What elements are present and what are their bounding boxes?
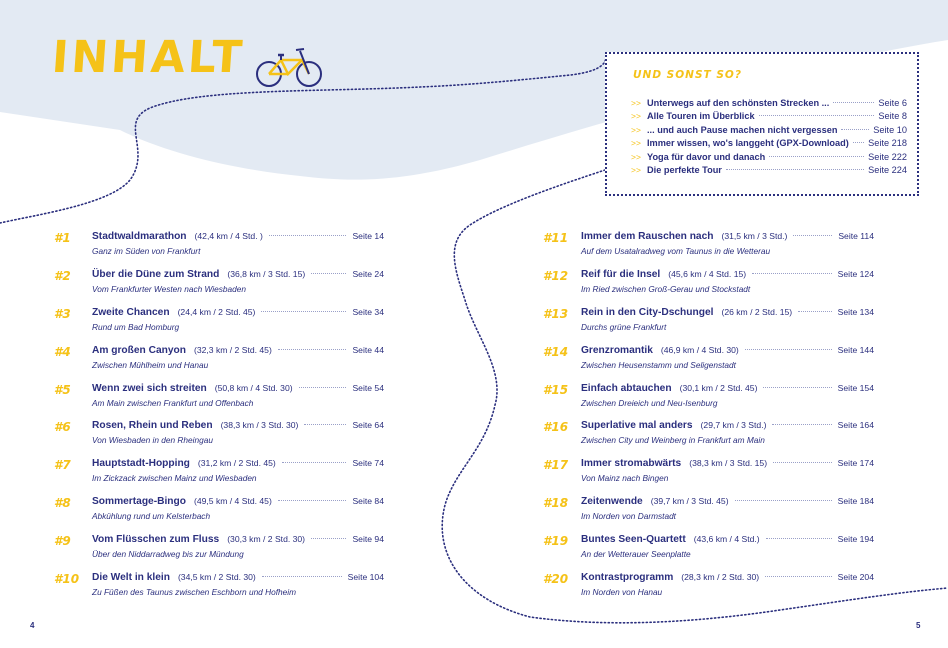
item-label: Die perfekte Tour <box>647 164 722 175</box>
tour-page: Seite 194 <box>837 534 874 545</box>
tour-subtitle: Auf dem Usatalradweg vom Taunus in die Wetterau <box>581 246 771 256</box>
tour-distance: (30,1 km / 2 Std. 45) <box>679 382 758 393</box>
tour-name: Reif für die Insel <box>581 268 661 280</box>
double-chevron-icon: >> <box>631 138 641 149</box>
tour-distance: (42,4 km / 4 Std. ) <box>194 231 263 241</box>
item-label: Alle Touren im Überblick <box>647 111 755 122</box>
tour-page: Seite 94 <box>352 534 384 545</box>
tour-subtitle: Am Main zwischen Frankfurt und Offenbach <box>92 397 254 408</box>
tour-distance: (26 km / 2 Std. 15) <box>721 306 793 317</box>
tour-name: Einfach abtauchen <box>581 382 672 394</box>
tour-entry[interactable] <box>54 572 384 610</box>
tour-number: #1 <box>54 231 71 245</box>
tour-entry[interactable] <box>543 458 874 496</box>
tour-page: Seite 104 <box>347 572 384 583</box>
tour-page: Seite 64 <box>352 420 384 431</box>
double-chevron-icon: >> <box>631 151 641 162</box>
tour-name: Am großen Canyon <box>92 344 186 356</box>
tour-page: Seite 164 <box>837 420 874 431</box>
tour-number: #16 <box>543 420 569 435</box>
tour-name: Rein in den City-Dschungel <box>581 306 714 318</box>
double-chevron-icon: >> <box>631 164 641 175</box>
tour-subtitle: Durchs grüne Frankfurt <box>581 321 667 332</box>
leader-dots <box>772 424 831 425</box>
list-item[interactable] <box>631 165 907 178</box>
tour-page: Seite 44 <box>352 344 384 355</box>
tour-name: Immer stromabwärts <box>581 458 682 470</box>
tour-subtitle: Zwischen Dreieich und Neu-Isenburg <box>581 397 718 408</box>
tour-subtitle: Von Wiesbaden in den Rheingau <box>92 435 213 446</box>
item-label: ... und auch Pause machen nicht vergessen <box>647 124 838 135</box>
tour-page: Seite 74 <box>352 458 384 469</box>
tour-subtitle: Im Norden von Darmstadt <box>581 511 676 522</box>
tour-name: Sommertage-Bingo <box>92 496 186 508</box>
page-number-right: 5 <box>916 621 921 630</box>
double-chevron-icon: >> <box>631 124 641 135</box>
leader-dots <box>793 235 832 236</box>
tour-subtitle: Zwischen Heusenstamm und Seligenstadt <box>581 359 736 370</box>
tour-page: Seite 144 <box>837 344 874 355</box>
tour-number: #9 <box>54 534 71 549</box>
tour-page: Seite 134 <box>837 306 874 317</box>
tour-name: Über die Düne zum Strand <box>92 268 220 280</box>
tour-entry[interactable] <box>543 269 874 307</box>
tour-distance: (46,9 km / 4 Std. 30) <box>660 344 739 355</box>
list-item[interactable] <box>631 98 907 111</box>
item-page: Seite 224 <box>868 164 907 175</box>
leader-dots <box>278 500 347 501</box>
tour-entry[interactable] <box>54 496 384 534</box>
tour-distance: (45,6 km / 4 Std. 15) <box>668 268 747 279</box>
tour-entry[interactable] <box>543 496 874 534</box>
tour-distance: (34,5 km / 2 Std. 30) <box>177 572 256 583</box>
tour-page: Seite 84 <box>352 496 384 507</box>
tour-distance: (31,5 km / 3 Std.) <box>721 231 788 241</box>
tour-number: #13 <box>543 306 569 321</box>
tour-distance: (28,3 km / 2 Std. 30) <box>681 572 760 583</box>
list-item[interactable] <box>631 125 907 138</box>
tour-number: #3 <box>54 306 71 321</box>
tour-number: #14 <box>543 344 569 359</box>
tour-number: #19 <box>543 534 569 549</box>
tour-subtitle: Zwischen Mühlheim und Hanau <box>92 359 209 370</box>
tour-subtitle: Abkühlung rund um Kelsterbach <box>92 511 211 522</box>
leader-dots <box>278 349 347 350</box>
tour-page: Seite 14 <box>352 231 384 241</box>
tour-number: #10 <box>54 572 80 587</box>
tour-page: Seite 114 <box>838 231 874 241</box>
tour-entry[interactable] <box>543 420 874 458</box>
tour-page: Seite 154 <box>837 382 874 393</box>
item-page: Seite 10 <box>873 124 907 135</box>
item-label: Immer wissen, wo's langgeht (GPX-Download) <box>647 138 849 149</box>
tour-subtitle: An der Wetterauer Seenplatte <box>581 549 691 560</box>
leader-dots <box>752 273 832 274</box>
tour-number: #18 <box>543 496 569 511</box>
list-item[interactable] <box>631 152 907 165</box>
tour-subtitle: Vom Frankfurter Westen nach Wiesbaden <box>92 283 246 294</box>
leader-dots <box>773 462 832 463</box>
tour-subtitle: Im Ried zwischen Groß-Gerau und Stockstadt <box>581 283 751 294</box>
leader-dots <box>304 424 346 425</box>
tour-entry[interactable] <box>54 345 384 383</box>
tour-entry[interactable] <box>54 307 384 345</box>
tour-number: #2 <box>54 268 71 283</box>
leader-dots <box>311 273 346 274</box>
tour-number: #6 <box>54 420 71 435</box>
page-title: INHALT <box>50 32 247 83</box>
tour-distance: (50,8 km / 4 Std. 30) <box>214 382 293 393</box>
leader-dots <box>269 235 347 236</box>
tour-entry[interactable] <box>54 383 384 421</box>
tour-subtitle: Über den Niddarradweg bis zur Mündung <box>92 549 244 560</box>
leader-dots <box>261 311 346 312</box>
tour-distance: (38,3 km / 3 Std. 30) <box>220 420 299 431</box>
tour-entry[interactable] <box>543 231 874 269</box>
leader-dots <box>745 349 832 350</box>
item-page: Seite 8 <box>878 111 907 122</box>
list-item[interactable] <box>631 138 907 151</box>
tour-entry[interactable] <box>54 458 384 496</box>
item-page: Seite 222 <box>868 151 907 162</box>
list-item[interactable] <box>631 111 907 124</box>
tour-name: Grenzromantik <box>581 344 653 356</box>
tour-page: Seite 34 <box>352 306 384 317</box>
tour-distance: (43,6 km / 4 Std.) <box>693 534 760 545</box>
tour-name: Die Welt in klein <box>92 572 170 584</box>
tour-entry[interactable] <box>54 231 384 269</box>
leader-dots <box>769 156 864 157</box>
tour-subtitle: Im Zickzack zwischen Mainz und Wiesbaden <box>92 473 257 484</box>
tour-name: Immer dem Rauschen nach <box>581 231 714 242</box>
page-number-left: 4 <box>30 621 35 630</box>
tour-entry[interactable] <box>54 420 384 458</box>
tour-name: Buntes Seen-Quartett <box>581 534 686 546</box>
tour-name: Kontrastprogramm <box>581 572 674 584</box>
tour-page: Seite 124 <box>837 268 874 279</box>
tour-distance: (32,3 km / 2 Std. 45) <box>193 344 272 355</box>
tour-subtitle: Zwischen City und Weinberg in Frankfurt am Main <box>581 435 765 446</box>
tour-page: Seite 24 <box>352 268 384 279</box>
tour-number: #5 <box>54 382 71 397</box>
tour-number: #15 <box>543 382 569 397</box>
tour-subtitle: Ganz im Süden von Frankfurt <box>92 246 201 256</box>
tour-entry[interactable] <box>543 572 874 610</box>
tour-name: Zeitenwende <box>581 496 643 508</box>
leader-dots <box>262 576 342 577</box>
tour-list-right <box>543 231 874 610</box>
leader-dots <box>798 311 832 312</box>
tour-entry[interactable] <box>543 383 874 421</box>
leader-dots <box>766 538 832 539</box>
leader-dots <box>763 387 831 388</box>
item-page: Seite 218 <box>868 138 907 149</box>
tour-number: #4 <box>54 344 71 359</box>
double-chevron-icon: >> <box>631 111 641 122</box>
tour-name: Stadtwaldmarathon <box>92 231 187 242</box>
leader-dots <box>759 115 875 116</box>
tour-number: #17 <box>543 458 569 473</box>
tour-distance: (38,3 km / 3 Std. 15) <box>689 458 768 469</box>
tour-number: #7 <box>54 458 71 473</box>
tour-page: Seite 54 <box>352 382 384 393</box>
tour-name: Vom Flüsschen zum Fluss <box>92 534 220 546</box>
leader-dots <box>841 129 869 130</box>
tour-entry[interactable] <box>54 269 384 307</box>
tour-list-left <box>54 231 384 610</box>
leader-dots <box>833 102 874 103</box>
leader-dots <box>853 142 864 143</box>
tour-distance: (29,7 km / 3 Std.) <box>700 420 767 431</box>
tour-distance: (31,2 km / 2 Std. 45) <box>197 458 276 469</box>
more-contents-title: UND SONST SO? <box>633 69 742 81</box>
tour-subtitle: Zu Füßen des Taunus zwischen Eschborn und Hofheim <box>92 587 296 598</box>
tour-page: Seite 174 <box>837 458 874 469</box>
item-label: Unterwegs auf den schönsten Strecken ... <box>647 98 830 108</box>
leader-dots <box>282 462 347 463</box>
tour-name: Zweite Chancen <box>92 306 170 318</box>
double-chevron-icon: >> <box>631 98 641 108</box>
leader-dots <box>735 500 832 501</box>
more-contents-list <box>631 98 907 178</box>
tour-number: #11 <box>543 231 569 245</box>
tour-name: Hauptstadt-Hopping <box>92 458 190 470</box>
tour-subtitle: Im Norden von Hanau <box>581 587 663 598</box>
tour-distance: (36,8 km / 3 Std. 15) <box>227 268 306 279</box>
tour-entry[interactable] <box>543 345 874 383</box>
leader-dots <box>765 576 832 577</box>
tour-entry[interactable] <box>543 534 874 572</box>
leader-dots <box>299 387 347 388</box>
item-page: Seite 6 <box>878 98 907 108</box>
tour-name: Superlative mal anders <box>581 420 693 432</box>
tour-distance: (49,5 km / 4 Std. 45) <box>193 496 272 507</box>
tour-entry[interactable] <box>543 307 874 345</box>
tour-number: #8 <box>54 496 71 511</box>
leader-dots <box>311 538 346 539</box>
bicycle-icon <box>254 43 326 91</box>
tour-page: Seite 184 <box>837 496 874 507</box>
item-label: Yoga für davor und danach <box>647 151 766 162</box>
tour-number: #20 <box>543 572 569 587</box>
tour-page: Seite 204 <box>837 572 874 583</box>
more-contents-box <box>605 52 919 196</box>
tour-name: Rosen, Rhein und Reben <box>92 420 213 432</box>
tour-entry[interactable] <box>54 534 384 572</box>
tour-distance: (30,3 km / 2 Std. 30) <box>227 534 306 545</box>
tour-distance: (24,4 km / 2 Std. 45) <box>177 306 256 317</box>
tour-number: #12 <box>543 268 569 283</box>
tour-subtitle: Von Mainz nach Bingen <box>581 473 669 484</box>
tour-subtitle: Rund um Bad Homburg <box>92 321 180 332</box>
tour-name: Wenn zwei sich streiten <box>92 382 207 394</box>
tour-distance: (39,7 km / 3 Std. 45) <box>650 496 729 507</box>
leader-dots <box>726 169 864 170</box>
